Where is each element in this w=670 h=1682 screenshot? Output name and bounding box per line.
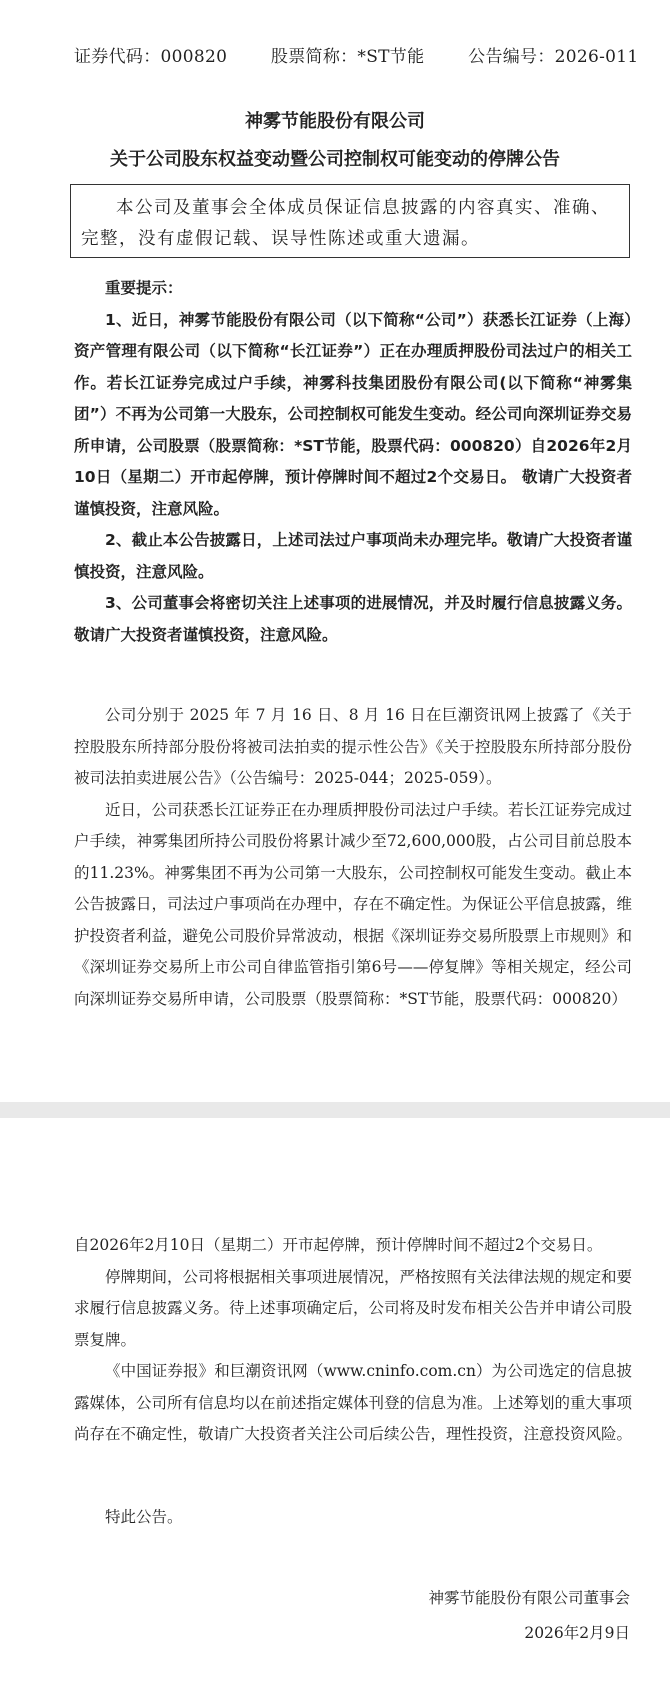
body-paragraph-5: 《中国证券报》和巨潮资讯网（www.cninfo.com.cn）为公司选定的信息披露媒体，公司所有信息均以在前述指定媒体刊登的信息为准。上述筹划的重大事项尚存在不确定性，敬请广大投资者关注公司后续公告，理性投资，注意投资风险。	[74, 1362, 633, 1443]
important-item-3: 3、公司董事会将密切关注上述事项的进展情况，并及时履行信息披露义务。敬请广大投资者谨慎投资，注意风险。	[74, 594, 632, 644]
important-notice-heading: 重要提示：	[105, 279, 183, 297]
declaration-box: 本公司及董事会全体成员保证信息披露的内容真实、准确、完整，没有虚假记载、误导性陈述或重大遗漏。	[70, 184, 630, 258]
document-page-2	[0, 1118, 670, 1682]
announcement-header	[74, 42, 639, 67]
body-section-page-2	[74, 1230, 632, 1451]
notice-number: 公告编号：2026-011	[468, 47, 639, 67]
important-item-2: 2、截止本公告披露日，上述司法过户事项尚未办理完毕。敬请广大投资者谨慎投资，注意风险。	[74, 531, 632, 581]
important-item-1: 1、近日，神雾节能股份有限公司（以下简称“公司”）获悉长江证券（上海）资产管理有限公司（以下简称“长江证券”）正在办理质押股份司法过户的相关工作。若长江证券完成过户手续，神雾科技集团股份有限公司(以下简称“神雾集团”）不再为公司第一大股东，公司控制权可能发生变动。经公司向深圳证券交易所申请，公司股票（股票简称：*ST节能，股票代码：000820）自2026年2月10日（星期二）开市起停牌，预计停牌时间不超过2个交易日。 敬请广大投资者谨慎投资，注意风险。	[74, 310, 632, 518]
body-section-page-1	[74, 700, 632, 1015]
important-notice-section	[74, 273, 632, 651]
body-paragraph-2: 近日，公司获悉长江证券正在办理质押股份司法过户手续。若长江证券完成过户手续，神雾集团所持公司股份将累计减少至72,600,000股，占公司目前总股本的11.23%。神雾集团不再为公司第一大股东，公司控制权可能发生变动。截止本公告披露日，司法过户事项尚在办理中，存在不确定性。为保证公平信息披露，维护投资者利益，避免公司股价异常波动，根据《深圳证券交易所股票上市规则》和《深圳证券交易所上市公司自律监管指引第6号——停复牌》等相关规定，经公司向深圳证券交易所申请，公司股票（股票简称：*ST节能，股票代码：000820）	[74, 800, 633, 1008]
announcement-title: 关于公司股东权益变动暨公司控制权可能变动的停牌公告	[110, 149, 560, 170]
closing-section	[74, 1502, 632, 1534]
signature-date: 2026年2月9日	[524, 1624, 630, 1642]
body-paragraph-1: 公司分别于 2025 年 7 月 16 日、8 月 16 日在巨潮资讯网上披露了《关于控股股东所持部分股份将被司法拍卖的提示性公告》《关于控股股东所持部分股份被司法拍卖进展公告》（公告编号：2025-044；2025-059）。	[74, 706, 632, 787]
closing-text: 特此公告。	[105, 1508, 183, 1526]
stock-code: 证券代码：000820	[74, 47, 228, 67]
stock-name: 股票简称：*ST节能	[270, 47, 425, 67]
body-paragraph-4: 停牌期间，公司将根据相关事项进展情况，严格按照有关法律法规的规定和要求履行信息披露义务。待上述事项确定后，公司将及时发布相关公告并申请公司股票复牌。	[74, 1267, 633, 1349]
signature-board: 神雾节能股份有限公司董事会	[428, 1589, 630, 1607]
page-separator	[0, 1102, 670, 1118]
company-title: 神雾节能股份有限公司	[245, 111, 425, 132]
body-paragraph-3: 自2026年2月10日（星期二）开市起停牌，预计停牌时间不超过2个交易日。	[74, 1236, 603, 1254]
